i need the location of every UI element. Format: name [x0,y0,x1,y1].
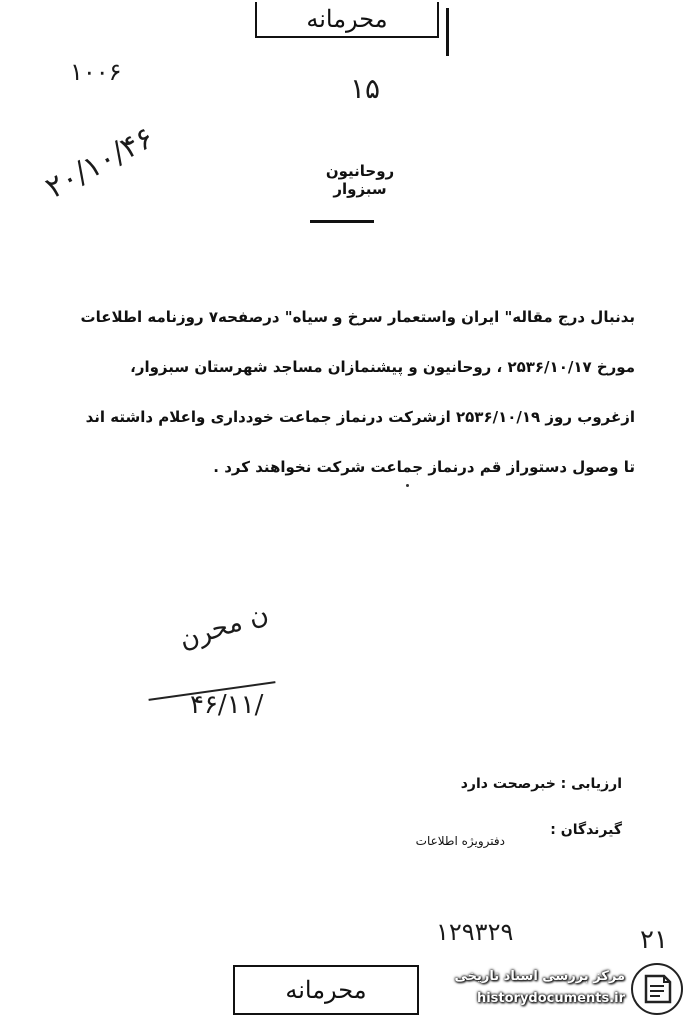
handwritten-date: ۲۰/۱۰/۴۶ [40,120,160,206]
corner-mark: ۲۱ [640,925,668,955]
ink-dot [406,484,409,487]
confidential-stamp-bottom: محرمانه [233,965,419,1015]
document-center-logo-icon [630,962,684,1016]
recipients-value: دفترویژه اطلاعات [415,834,505,848]
recipients-label: گیرندگان : [550,822,622,838]
page-number: ۱۵ [350,72,381,105]
document-number: ۱۰۰۶ [70,58,122,86]
body-line: تا وصول دستوراز قم درنماز جماعت شرکت نخواهند کرد . [213,458,635,476]
body-line: ازغروب روز ۲۵۳۶/۱۰/۱۹ ازشرکت درنماز جماعت خودداری واعلام داشته اند [85,408,635,426]
document-title: روحانیون سبزوار [325,162,395,198]
stamp-bar [446,8,449,56]
watermark-title: مرکز بررسی اسناد تاریخی [454,969,625,984]
archive-number: ۱۲۹۳۲۹ [436,918,514,946]
evaluation-line: ارزیابی : خبرصحت دارد [460,776,622,792]
body-line: مورخ ۲۵۳۶/۱۰/۱۷ ، روحانیون و پیشنمازان مساجد شهرستان سبزوار، [130,358,635,376]
watermark-url: historydocuments.ir [476,991,625,1006]
title-underline [310,220,374,223]
handwritten-signature: ن محرن [175,598,272,656]
body-line: بدنبال درج مقاله" ایران واستعمار سرخ و سیاه" درصفحه۷ روزنامه اطلاعات [80,308,635,326]
confidential-stamp-top: محرمانه [255,2,439,38]
signature-date: ۴۶/۱۱/ [190,690,264,720]
watermark [405,966,625,1010]
document-body [65,292,635,492]
